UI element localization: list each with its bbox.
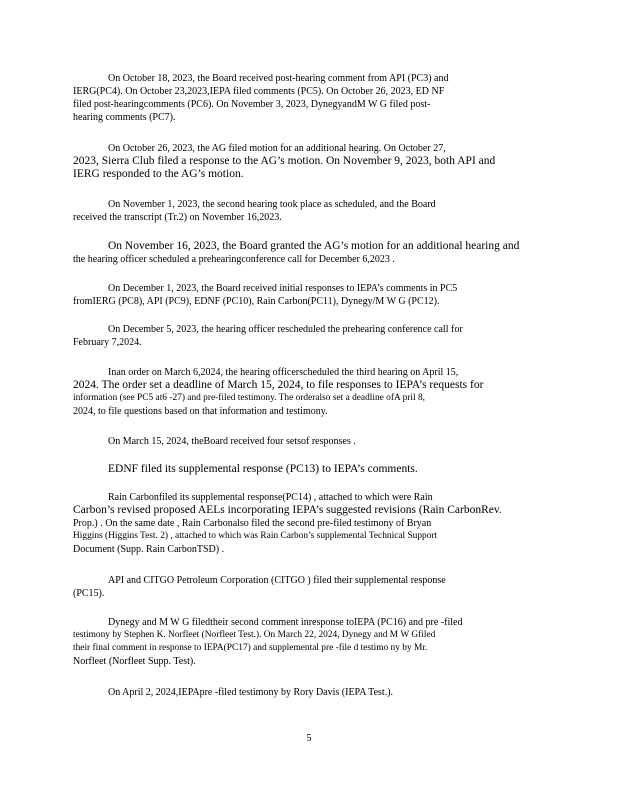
text-line: fromIERG (PC8), API (PC9), EDNF (PC10), Rain Carbon(PC11), Dynegy/M W G (PC12). (73, 296, 440, 307)
paragraph-9 (73, 463, 535, 476)
text-line: On December 5, 2023, the hearing officer rescheduled the prehearing conference call for (108, 324, 463, 335)
text-line: On April 2, 2024,IEPApre -filed testimony by Rory Davis (IEPA Test.). (108, 687, 394, 698)
text-line: On December 1, 2023, the Board received initial responses to IEPA’s comments in PC5 (108, 283, 458, 294)
text-line: information (see PC5 at6 -27) and pre-filed testimony. The orderalso set a deadline ofA pril 8, (73, 393, 425, 403)
text-line: Carbon’s revised proposed AELs incorporating IEPA’s suggested revisions (Rain CarbonRev. (73, 504, 502, 516)
text-line: Inan order on March 6,2024, the hearing officerscheduled the third hearing on April 15, (108, 367, 459, 378)
text-line: hearing comments (PC7). (73, 112, 176, 123)
paragraph-12 (73, 616, 535, 668)
text-line: Rain Carbonfiled its supplemental response(PC14) , attached to which were Rain (108, 492, 433, 503)
text-line: On October 26, 2023, the AG filed motion for an additional hearing. On October 27, (108, 143, 446, 154)
paragraph-10 (73, 491, 535, 556)
text-line: EDNF filed its supplemental response (PC13) to IEPA’s comments. (108, 463, 418, 475)
paragraph-1 (73, 72, 535, 124)
text-line: API and CITGO Petroleum Corporation (CITGO ) filed their supplemental response (108, 575, 446, 586)
text-line: (PC15). (73, 588, 105, 599)
text-line: On March 15, 2024, theBoard received four setsof responses . (108, 436, 356, 447)
text-line: 2023, Sierra Club filed a response to the AG’s motion. On November 9, 2023, both API and (73, 155, 496, 167)
paragraph-11 (73, 574, 535, 600)
text-line: received the transcript (Tr.2) on November 16,2023. (73, 212, 282, 223)
text-line: Higgins (Higgins Test. 2) , attached to which was Rain Carbon’s supplemental Technical Support (73, 531, 438, 541)
text-line: Document (Supp. Rain CarbonTSD) . (73, 544, 225, 555)
paragraph-4 (73, 240, 535, 266)
text-line: filed post-hearingcomments (PC6). On November 3, 2023, DynegyandM W G filed post- (73, 99, 431, 110)
text-line: Norfleet (Norfleet Supp. Test). (73, 656, 196, 667)
page-number: 5 (306, 733, 312, 744)
text-line: IERG(PC4). On October 23,2023,IEPA filed comments (PC5). On October 26, 2023, ED NF (73, 86, 445, 97)
text-line: 2024, to file questions based on that information and testimony. (73, 406, 328, 417)
text-line: the hearing officer scheduled a prehearingconference call for December 6,2023 . (73, 254, 395, 265)
text-line: On November 1, 2023, the second hearing took place as scheduled, and the Board (108, 199, 436, 210)
text-line: Dynegy and M W G filedtheir second comment inresponse toIEPA (PC16) and pre -filed (108, 617, 463, 628)
text-line: On November 16, 2023, the Board granted the AG’s motion for an additional hearing and (108, 240, 520, 252)
paragraph-3 (73, 198, 535, 224)
paragraph-5 (73, 282, 535, 308)
paragraph-6 (73, 323, 535, 349)
paragraph-2 (73, 142, 535, 181)
text-line: their final comment in response to IEPA(PC17) and supplemental pre -file d testimo ny by Mr. (73, 643, 428, 653)
text-line: Prop.) . On the same date , Rain Carbonalso filed the second pre-filed testimony of Bryan (73, 518, 432, 529)
text-line: 2024. The order set a deadline of March 15, 2024, to file responses to IEPA’s requests for (73, 379, 484, 391)
text-line: February 7,2024. (73, 337, 142, 348)
text-line: IERG responded to the AG’s motion. (73, 168, 244, 180)
paragraph-8 (73, 435, 535, 448)
paragraph-7 (73, 366, 535, 418)
paragraph-13 (73, 686, 535, 699)
text-line: On October 18, 2023, the Board received post-hearing comment from API (PC3) and (108, 73, 449, 84)
text-line: testimony by Stephen K. Norfleet (Norfleet Test.). On March 22, 2024, Dynegy and M W Gfiled (73, 630, 436, 640)
